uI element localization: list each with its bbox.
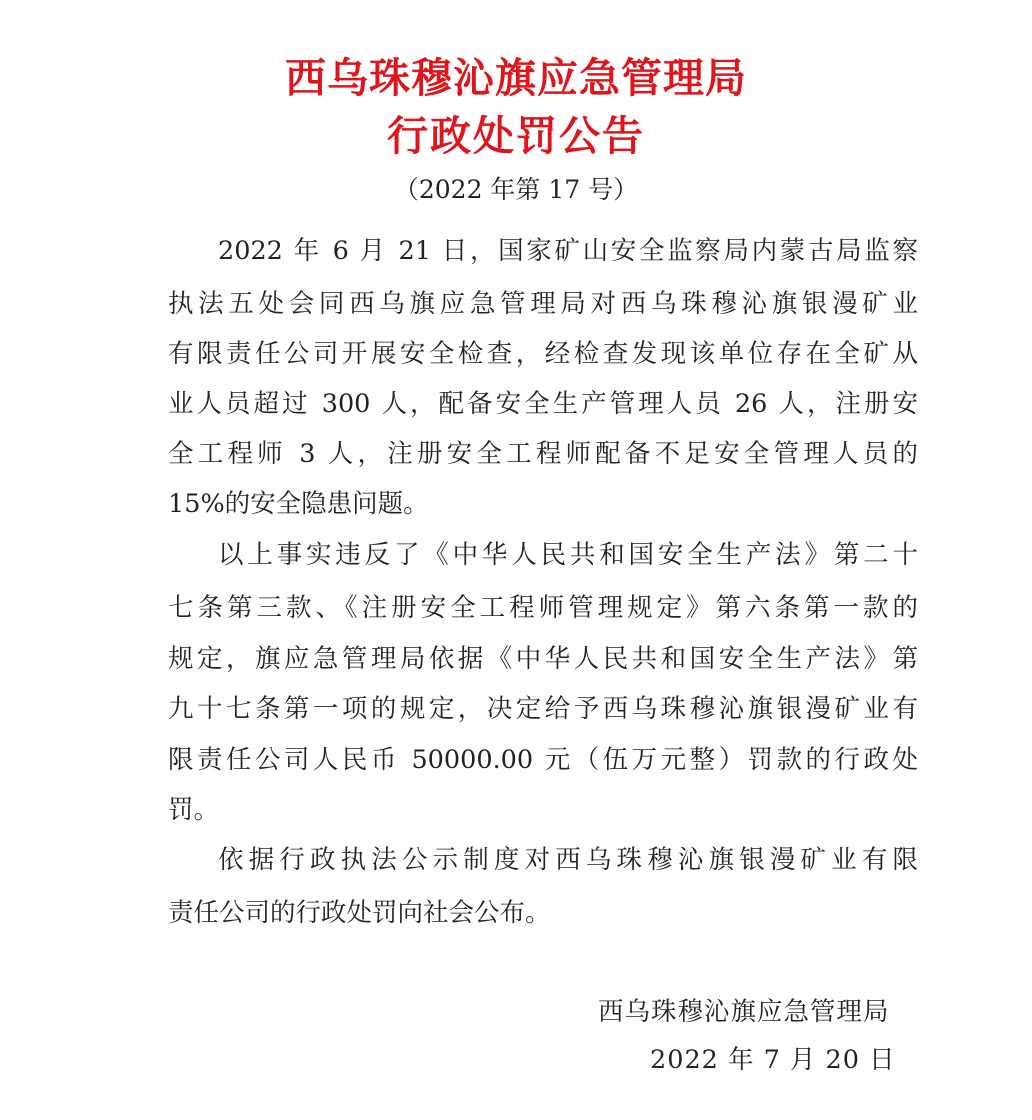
signature-organization: 西乌珠穆沁旗应急管理局	[598, 997, 890, 1027]
paragraph-line: 执法五处会同西乌旗应急管理局对西乌珠穆沁旗银漫矿业	[168, 289, 918, 319]
paragraph-line: 罚。	[168, 795, 220, 825]
title-line-1: 西乌珠穆沁旗应急管理局	[285, 54, 747, 102]
paragraph-line: 七条第三款、《注册安全工程师管理规定》第六条第一款的	[168, 593, 918, 623]
paragraph-line: 业人员超过 300 人，配备安全生产管理人员 26 人，注册安	[168, 389, 918, 419]
paragraph-line: 15%的安全隐患问题。	[168, 489, 429, 519]
signature-date: 2022 年 7 月 20 日	[650, 1045, 896, 1075]
title-line-2: 行政处罚公告	[387, 112, 645, 160]
paragraph-line: 责任公司的行政处罚向社会公布。	[168, 898, 551, 928]
paragraph-line: 以上事实违反了《中华人民共和国安全生产法》第二十	[218, 540, 918, 570]
document-number: （2022 年第 17 号）	[393, 175, 639, 204]
paragraph-line: 九十七条第一项的规定，决定给予西乌珠穆沁旗银漫矿业有	[168, 694, 918, 724]
paragraph-line: 限责任公司人民币 50000.00 元（伍万元整）罚款的行政处	[168, 745, 918, 775]
paragraph-line: 2022 年 6 月 21 日，国家矿山安全监察局内蒙古局监察	[218, 236, 918, 266]
paragraph-line: 有限责任公司开展安全检查，经检查发现该单位存在全矿从	[168, 339, 918, 369]
paragraph-line: 规定，旗应急管理局依据《中华人民共和国安全生产法》第	[168, 644, 918, 674]
paragraph-line: 全工程师 3 人，注册安全工程师配备不足安全管理人员的	[168, 439, 918, 469]
paragraph-line: 依据行政执法公示制度对西乌珠穆沁旗银漫矿业有限	[218, 845, 918, 875]
